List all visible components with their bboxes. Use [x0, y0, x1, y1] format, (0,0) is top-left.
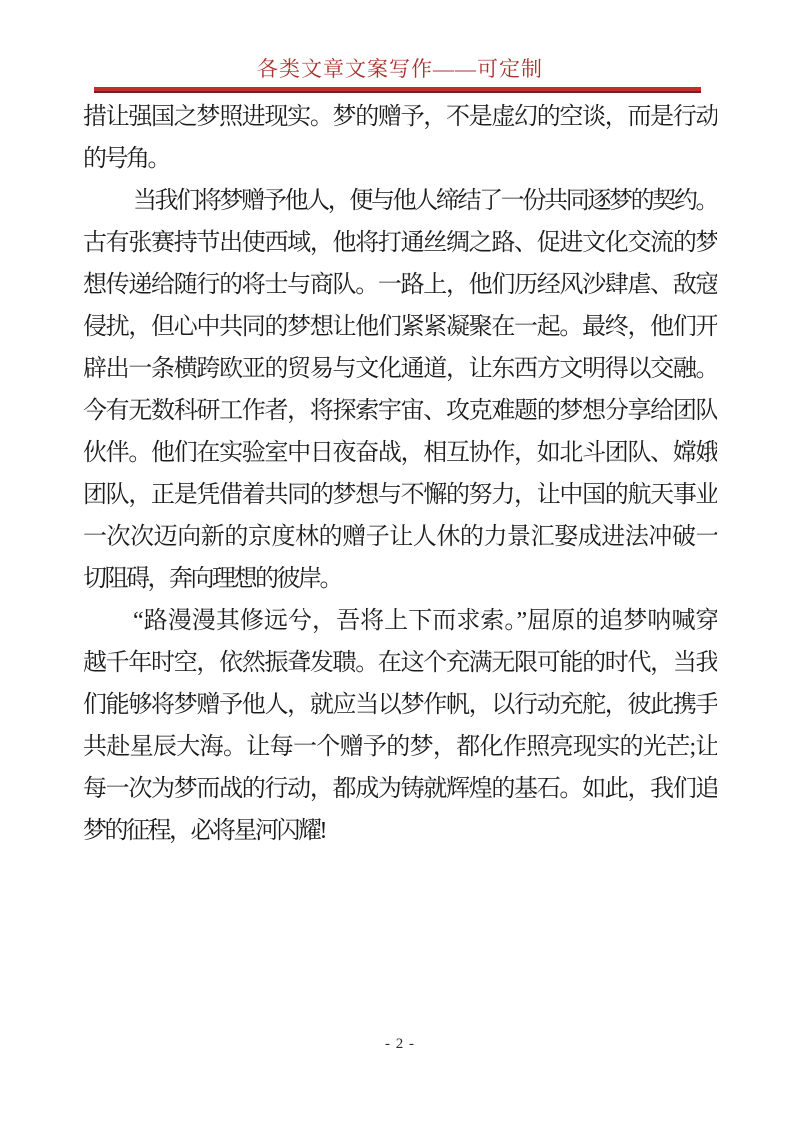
- text-line: 每一次为梦而战的行动，都成为铸就辉煌的基石。如此，我们追: [83, 776, 717, 802]
- text-line: “路漫漫其修远兮，吾将上下而求索。”屈原的追梦呐喊穿: [133, 608, 717, 634]
- text-line: 今有无数科研工作者，将探索宇宙、攻克难题的梦想分享给团队: [83, 398, 717, 424]
- text-line: 措让强国之梦照进现实。梦的赠予，不是虚幻的空谈，而是行动: [83, 104, 717, 130]
- header-rule-divider: [94, 87, 701, 93]
- text-line: 一次次迈向新的京度林的赠子让人休的力景汇娶成进法冲破一: [83, 524, 717, 550]
- text-line: 的号角。: [83, 146, 169, 172]
- text-line: 切阻碍，奔向理想的彼岸。: [83, 566, 341, 592]
- text-line: 当我们将梦赠予他人，便与他人缔结了一份共同逐梦的契约。: [133, 188, 717, 214]
- text-line: 梦的征程，必将星河闪耀!: [83, 818, 325, 844]
- text-line: 想传递给随行的将士与商队。一路上，他们历经风沙肆虐、敌寇: [83, 272, 717, 298]
- text-line: 伙伴。他们在实验室中日夜奋战，相互协作，如北斗团队、嫦娥: [83, 440, 717, 466]
- text-line: 辟出一条横跨欧亚的贸易与文化通道，让东西方文明得以交融。: [83, 356, 717, 382]
- page-number: - 2 -: [385, 1036, 415, 1052]
- text-line: 侵扰，但心中共同的梦想让他们紧紧凝聚在一起。最终，他们开: [83, 314, 717, 340]
- text-line: 们能够将梦赠予他人，就应当以梦作帆，以行动充舵，彼此携手: [83, 692, 717, 718]
- text-line: 越千年时空，依然振聋发聩。在这个充满无限可能的时代，当我: [83, 650, 717, 676]
- text-line: 古有张赛持节出使西域，他将打通丝绸之路、促进文化交流的梦: [83, 230, 717, 256]
- paragraph: [83, 600, 717, 852]
- text-line: 团队，正是凭借着共同的梦想与不懈的努力，让中国的航天事业: [83, 482, 717, 508]
- text-line: 共赴星辰大海。让每一个赠予的梦，都化作照亮现实的光芒;让: [83, 734, 717, 760]
- paragraph: [83, 96, 717, 180]
- body-text: [83, 96, 717, 852]
- paragraph: [83, 180, 717, 600]
- header-title: 各类文章文案写作——可定制: [257, 57, 543, 81]
